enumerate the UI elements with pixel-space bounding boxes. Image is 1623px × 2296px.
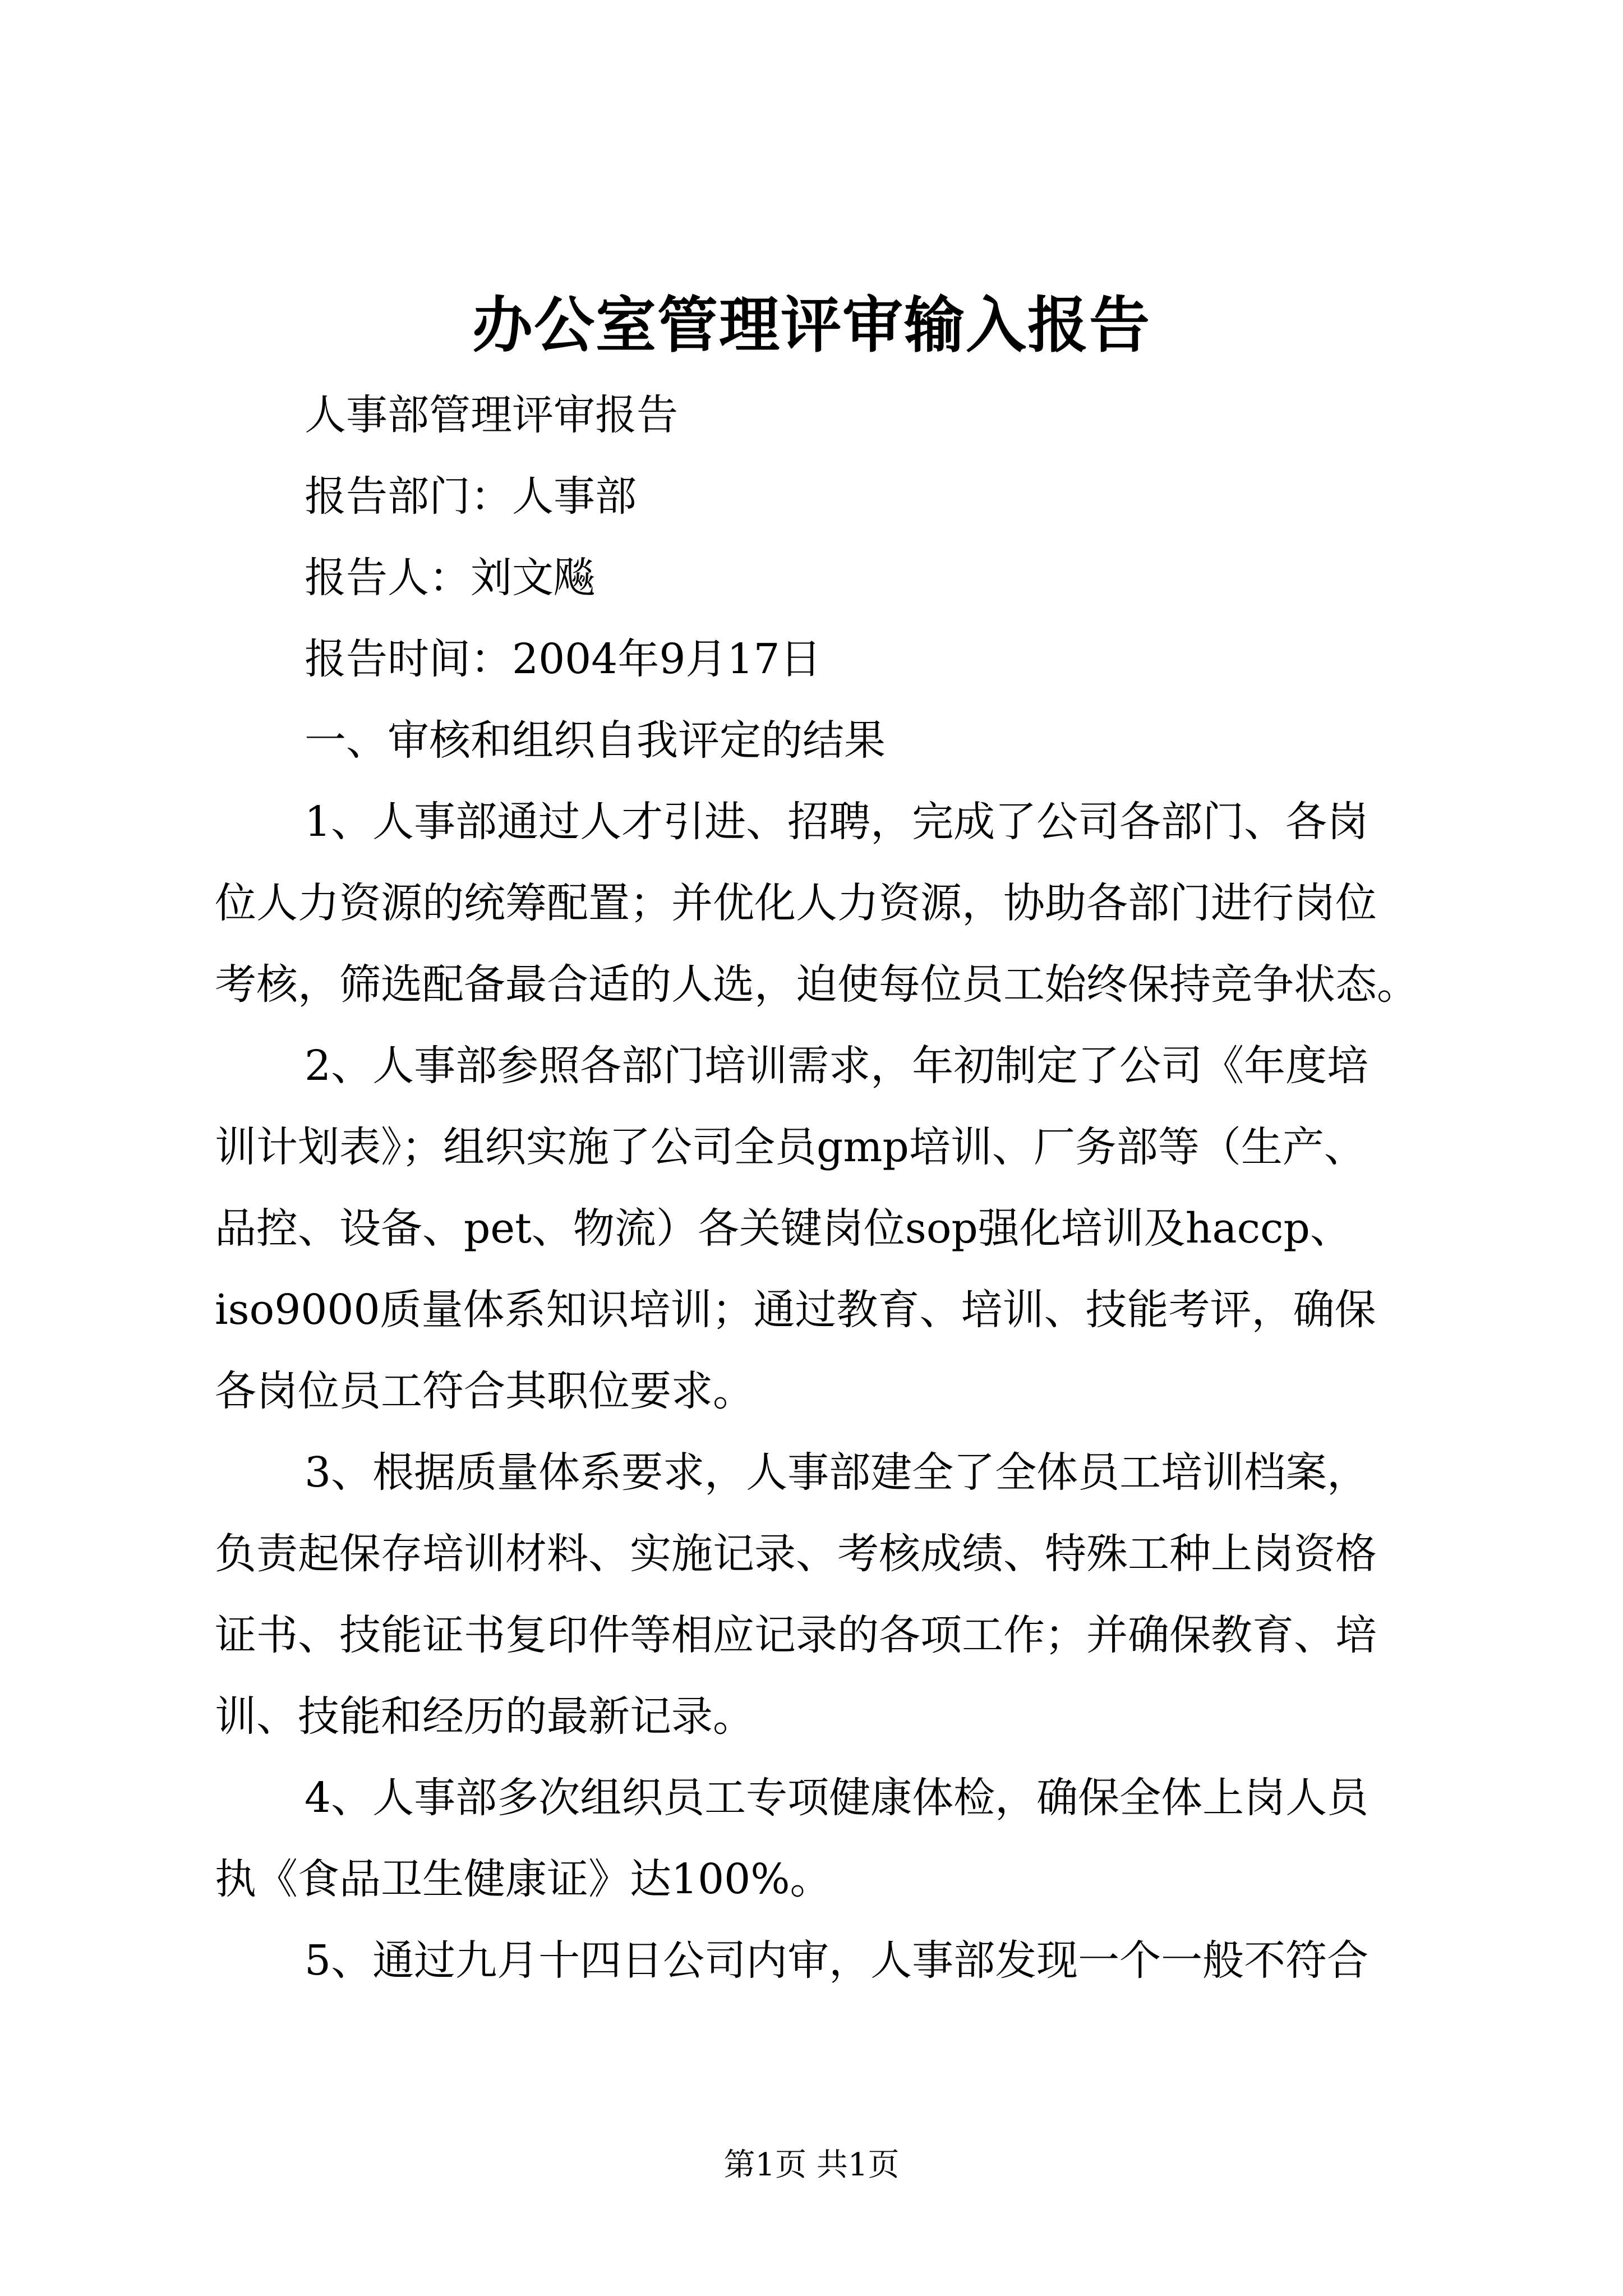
paragraph-3-line-3: 证书、技能证书复印件等相应记录的各项工作；并确保教育、培 xyxy=(215,1611,1377,1659)
paragraph-2-line-3: 品控、设备、pet、物流）各关键岗位sop强化培训及haccp、 xyxy=(215,1204,1352,1253)
section-heading: 一、审核和组织自我评定的结果 xyxy=(305,716,886,765)
subtitle-line: 人事部管理评审报告 xyxy=(305,391,678,439)
paragraph-2-line-2: 训计划表》；组织实施了公司全员gmp培训、厂务部等（生产、 xyxy=(215,1123,1366,1171)
paragraph-1-line-2: 位人力资源的统筹配置；并优化人力资源，协助各部门进行岗位 xyxy=(215,879,1377,927)
page-footer: 第1页 共1页 xyxy=(723,2147,900,2183)
paragraph-3-line-1: 3、根据质量体系要求，人事部建全了全体员工培训档案， xyxy=(305,1448,1369,1497)
paragraph-1-line-3: 考核，筛选配备最合适的人选，迫使每位员工始终保持竞争状态。 xyxy=(215,960,1418,1009)
paragraph-2-line-1: 2、人事部参照各部门培训需求，年初制定了公司《年度培 xyxy=(305,1042,1369,1090)
paragraph-1-line-1: 1、人事部通过人才引进、招聘，完成了公司各部门、各岗 xyxy=(305,798,1369,846)
report-date-line: 报告时间：2004年9月17日 xyxy=(305,635,822,683)
paragraph-2-line-4: iso9000质量体系知识培训；通过教育、培训、技能考评，确保 xyxy=(215,1286,1376,1334)
paragraph-5-line-1: 5、通过九月十四日公司内审，人事部发现一个一般不符合 xyxy=(305,1936,1369,1985)
department-line: 报告部门：人事部 xyxy=(305,472,637,521)
paragraph-4-line-2: 执《食品卫生健康证》达100%。 xyxy=(215,1855,832,1903)
document-title: 办公室管理评审输入报告 xyxy=(472,290,1151,361)
paragraph-4-line-1: 4、人事部多次组织员工专项健康体检，确保全体上岗人员 xyxy=(305,1774,1369,1822)
paragraph-2-line-5: 各岗位员工符合其职位要求。 xyxy=(215,1367,754,1415)
paragraph-3-line-2: 负责起保存培训材料、实施记录、考核成绩、特殊工种上岗资格 xyxy=(215,1530,1377,1578)
paragraph-3-line-4: 训、技能和经历的最新记录。 xyxy=(215,1692,754,1741)
reporter-line: 报告人：刘文飚 xyxy=(305,554,595,602)
